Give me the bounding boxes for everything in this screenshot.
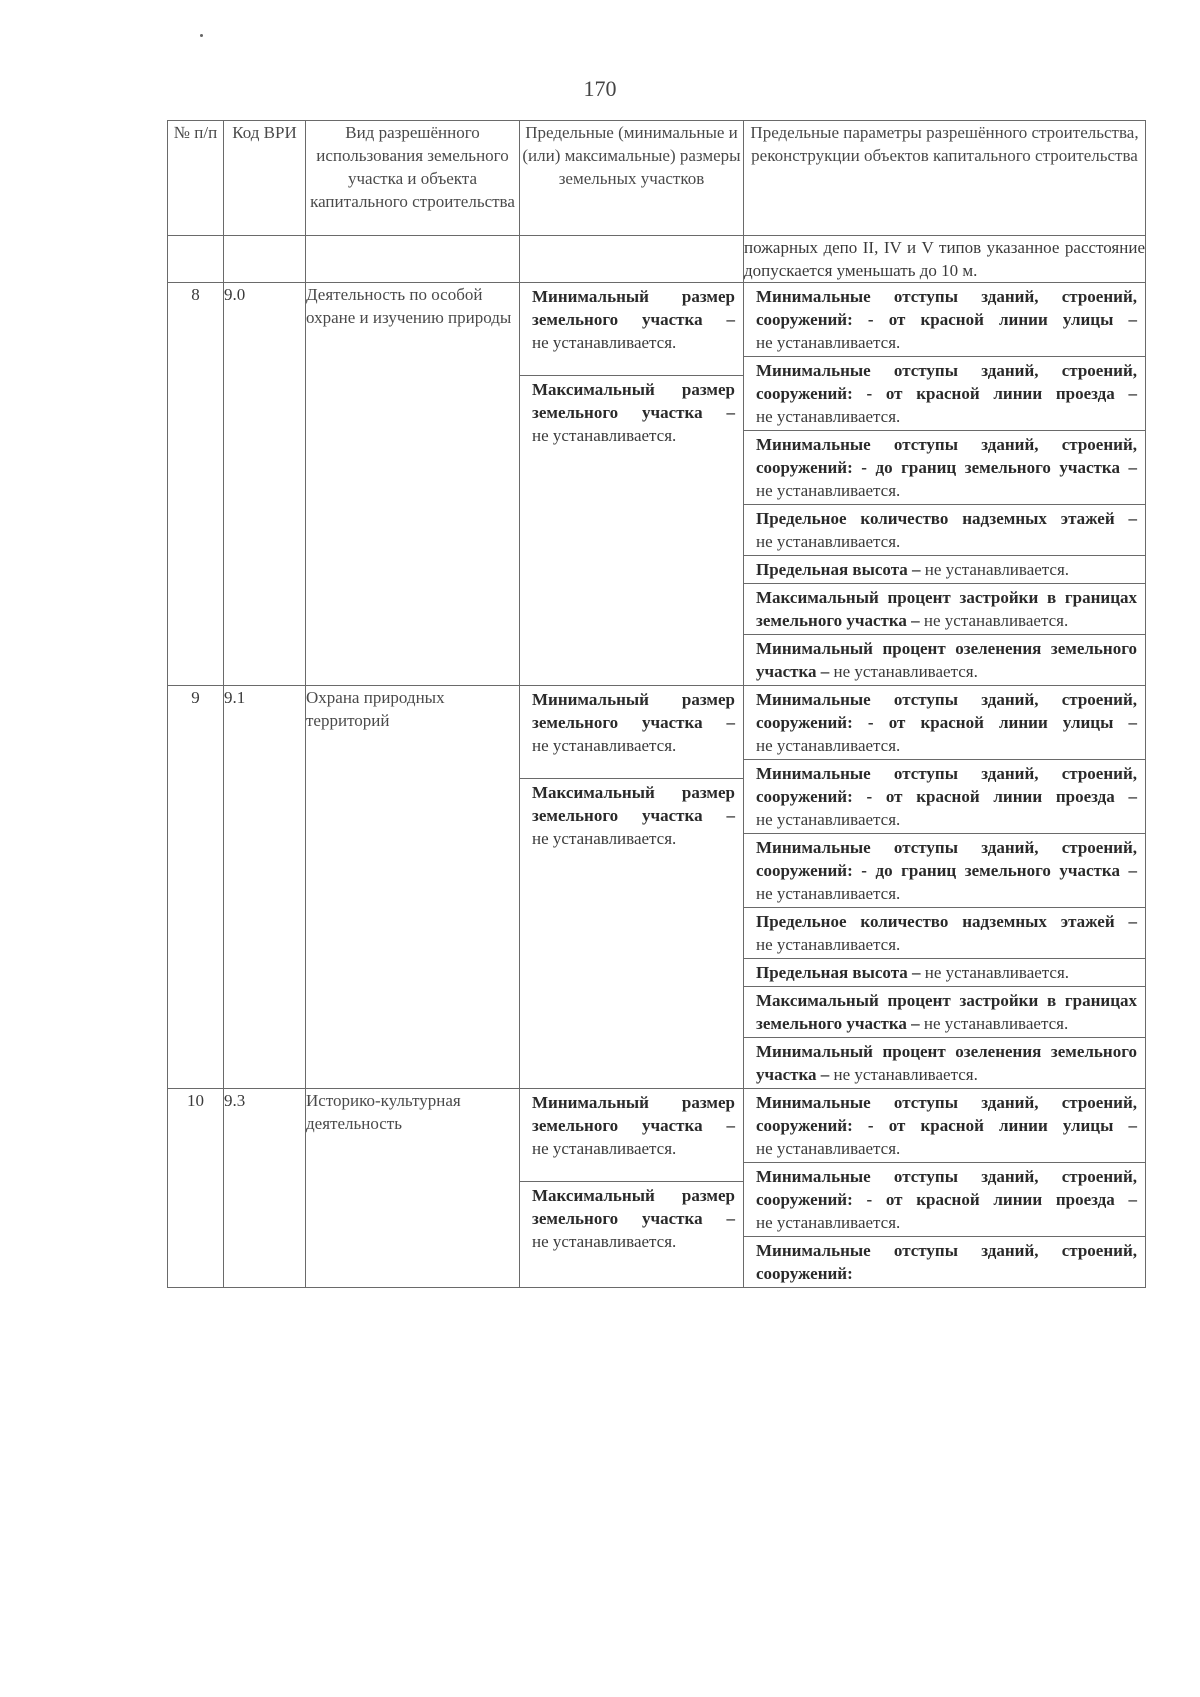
param-label: Максимальный процент застройки в границах земельного участка –	[756, 588, 1137, 630]
table-row	[168, 686, 1146, 1089]
max-plot-size	[520, 1182, 743, 1274]
plot-sizes-cell	[520, 283, 744, 686]
param-value: не устанавливается.	[756, 1139, 901, 1158]
size-label: Минимальный размер земельного участка –	[532, 690, 735, 732]
table-row	[168, 1089, 1146, 1288]
param-value: не устанавливается.	[756, 736, 901, 755]
param-block	[744, 686, 1145, 760]
table-row	[168, 283, 1146, 686]
param-label: Минимальные отступы зданий, строений, сооружений:	[756, 287, 1137, 329]
param-value: не устанавливается.	[756, 884, 901, 903]
header-sizes: Предельные (минимальные и (или) максимальные) размеры земельных участков	[520, 121, 744, 236]
param-label: Минимальный процент озеленения земельного участка –	[756, 639, 1137, 681]
use-type-name: Деятельность по особой охране и изучению природы	[306, 283, 520, 686]
continuation-row	[168, 236, 1146, 283]
size-label: Максимальный размер земельного участка –	[532, 380, 735, 422]
param-value: не устанавливается.	[756, 935, 901, 954]
min-plot-size	[520, 283, 743, 376]
param-label: Предельная высота –	[756, 963, 921, 982]
size-label: Максимальный размер земельного участка –	[532, 1186, 735, 1228]
param-label: Минимальный процент озеленения земельного участка –	[756, 1042, 1137, 1084]
min-plot-size	[520, 686, 743, 779]
param-block	[744, 908, 1145, 959]
plot-sizes-cell	[520, 686, 744, 1089]
param-value: не устанавливается.	[756, 333, 901, 352]
param-label: Минимальные отступы зданий, строений, сооружений:	[756, 764, 1137, 806]
param-block	[744, 431, 1145, 505]
param-block	[744, 635, 1145, 685]
param-block	[744, 959, 1145, 987]
param-sub: - от красной линии улицы –	[867, 310, 1138, 329]
param-block	[744, 760, 1145, 834]
param-label: Минимальные отступы зданий, строений, сооружений:	[756, 1093, 1137, 1135]
param-block	[744, 283, 1145, 357]
param-value: не устанавливается.	[833, 1065, 978, 1084]
use-type-name: Историко-культурная деятельность	[306, 1089, 520, 1288]
param-label: Предельное количество надземных этажей –	[756, 509, 1137, 528]
param-sub: - от красной линии улицы –	[867, 1116, 1138, 1135]
size-value: не устанавливается.	[532, 829, 677, 848]
param-block	[744, 1038, 1145, 1088]
header-params: Предельные параметры разрешённого строительства, реконструкции объектов капитального строительства	[744, 121, 1146, 236]
min-plot-size	[520, 1089, 743, 1182]
size-value: не устанавливается.	[532, 1232, 677, 1251]
param-block	[744, 584, 1145, 635]
size-label: Минимальный размер земельного участка –	[532, 1093, 735, 1135]
param-block	[744, 357, 1145, 431]
param-label: Минимальные отступы зданий, строений, сооружений:	[756, 1241, 1137, 1283]
construction-params-cell	[744, 686, 1146, 1089]
use-type-name: Охрана природных территорий	[306, 686, 520, 1089]
header-code: Код ВРИ	[224, 121, 306, 236]
param-label: Минимальные отступы зданий, строений, сооружений:	[756, 1167, 1137, 1209]
vri-code: 9.3	[224, 1089, 306, 1288]
param-label: Минимальные отступы зданий, строений, сооружений:	[756, 435, 1137, 477]
param-block	[744, 556, 1145, 584]
header-type: Вид разрешённого использования земельного участка и объекта капитального строительства	[306, 121, 520, 236]
row-number: 10	[168, 1089, 224, 1288]
max-plot-size	[520, 376, 743, 468]
param-block	[744, 505, 1145, 556]
param-value: не устанавливается.	[833, 662, 978, 681]
param-value: не устанавливается.	[756, 481, 901, 500]
vri-code: 9.0	[224, 283, 306, 686]
param-sub: - от красной линии проезда –	[866, 1190, 1138, 1209]
size-value: не устанавливается.	[532, 426, 677, 445]
row-number: 9	[168, 686, 224, 1089]
plot-sizes-cell	[520, 1089, 744, 1288]
param-value: не устанавливается.	[756, 407, 901, 426]
param-sub: - до границ земельного участка –	[861, 458, 1137, 477]
param-value: не устанавливается.	[756, 1213, 901, 1232]
size-value: не устанавливается.	[532, 333, 677, 352]
size-value: не устанавливается.	[532, 736, 677, 755]
param-sub: - от красной линии проезда –	[866, 787, 1138, 806]
param-value: не устанавливается.	[756, 532, 901, 551]
size-value: не устанавливается.	[532, 1139, 677, 1158]
row-number: 8	[168, 283, 224, 686]
param-label: Максимальный процент застройки в границах земельного участка –	[756, 991, 1137, 1033]
param-label: Минимальные отступы зданий, строений, сооружений:	[756, 690, 1137, 732]
construction-params-cell	[744, 1089, 1146, 1288]
param-label: Предельное количество надземных этажей –	[756, 912, 1137, 931]
continuation-text: пожарных депо II, IV и V типов указанное расстояние допускается уменьшать до 10 м.	[744, 236, 1146, 283]
param-block	[744, 1237, 1145, 1287]
param-value: не устанавливается.	[923, 611, 1069, 630]
param-sub: - до границ земельного участка –	[861, 861, 1137, 880]
param-sub: - от красной линии проезда –	[866, 384, 1138, 403]
param-label: Предельная высота –	[756, 560, 921, 579]
param-sub: - от красной линии улицы –	[867, 713, 1138, 732]
size-label: Максимальный размер земельного участка –	[532, 783, 735, 825]
table-header-row	[168, 121, 1146, 236]
page-number: 170	[583, 76, 617, 101]
param-value: не устанавливается.	[756, 810, 901, 829]
regulations-table	[167, 120, 1146, 1288]
param-label: Минимальные отступы зданий, строений, сооружений:	[756, 838, 1137, 880]
param-block	[744, 1089, 1145, 1163]
size-label: Минимальный размер земельного участка –	[532, 287, 735, 329]
vri-code: 9.1	[224, 686, 306, 1089]
param-block	[744, 834, 1145, 908]
construction-params-cell	[744, 283, 1146, 686]
max-plot-size	[520, 779, 743, 871]
param-block	[744, 1163, 1145, 1237]
param-block	[744, 987, 1145, 1038]
param-value: не устанавливается.	[924, 560, 1070, 579]
param-value: не устанавливается.	[923, 1014, 1069, 1033]
param-label: Минимальные отступы зданий, строений, сооружений:	[756, 361, 1137, 403]
scan-speck	[200, 34, 203, 37]
param-value: не устанавливается.	[924, 963, 1070, 982]
header-num: № п/п	[168, 121, 224, 236]
